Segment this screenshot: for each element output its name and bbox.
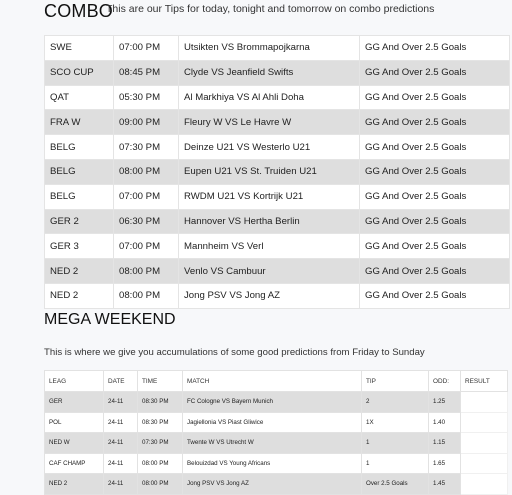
table-row [45,60,510,85]
header-tip: TIP [362,371,429,392]
table-row [45,159,510,184]
tip-cell: GG And Over 2.5 Goals [360,60,510,85]
league-cell: FRA W [45,110,114,135]
odd-cell: 1.25 [429,392,461,413]
table-row [45,474,508,495]
table-row [45,209,510,234]
tip-cell: GG And Over 2.5 Goals [360,259,510,284]
result-cell [461,412,508,433]
table-row [45,36,510,61]
league-cell: POL [45,412,104,433]
league-cell: CAF CHAMP [45,453,104,474]
league-cell: QAT [45,85,114,110]
match-cell: Eupen U21 VS St. Truiden U21 [179,159,360,184]
result-cell [461,433,508,454]
time-cell: 08:30 PM [138,392,183,413]
league-cell: GER 2 [45,209,114,234]
time-cell: 08:00 PM [114,259,179,284]
tip-cell: 1 [362,453,429,474]
time-cell: 05:30 PM [114,85,179,110]
result-cell [461,474,508,495]
tip-cell: GG And Over 2.5 Goals [360,85,510,110]
date-cell: 24-11 [104,433,138,454]
table-row [45,412,508,433]
table-row [45,234,510,259]
tip-cell: GG And Over 2.5 Goals [360,209,510,234]
league-cell: NED 2 [45,474,104,495]
combo-table [44,35,510,309]
odd-cell: 1.45 [429,474,461,495]
date-cell: 24-11 [104,412,138,433]
mega-weekend-table [44,370,508,495]
table-row [45,259,510,284]
match-cell: Twente W VS Utrecht W [183,433,362,454]
match-cell: Jagiellonia VS Piast Gliwice [183,412,362,433]
header-odd: ODD: [429,371,461,392]
tip-cell: GG And Over 2.5 Goals [360,159,510,184]
table-row [45,283,510,308]
table-row [45,184,510,209]
league-cell: GER [45,392,104,413]
result-cell [461,392,508,413]
time-cell: 08:00 PM [114,159,179,184]
time-cell: 09:00 PM [114,110,179,135]
header-date: DATE [104,371,138,392]
match-cell: Venlo VS Cambuur [179,259,360,284]
header-match: MATCH [183,371,362,392]
league-cell: BELG [45,159,114,184]
time-cell: 07:00 PM [114,234,179,259]
table-row [45,392,508,413]
match-cell: Clyde VS Jeanfield Swifts [179,60,360,85]
odd-cell: 1.40 [429,412,461,433]
combo-subtitle: This are our Tips for today, tonight and tomorrow on combo predictions [106,3,435,15]
table-header-row [45,371,508,392]
league-cell: BELG [45,184,114,209]
result-cell [461,453,508,474]
odd-cell: 1.15 [429,433,461,454]
date-cell: 24-11 [104,474,138,495]
time-cell: 07:30 PM [114,135,179,160]
header-time: TIME [138,371,183,392]
league-cell: NED W [45,433,104,454]
match-cell: Jong PSV VS Jong AZ [179,283,360,308]
time-cell: 07:00 PM [114,36,179,61]
table-row [45,135,510,160]
match-cell: FC Cologne VS Bayern Munich [183,392,362,413]
tip-cell: GG And Over 2.5 Goals [360,184,510,209]
time-cell: 08:00 PM [138,474,183,495]
table-row [45,453,508,474]
match-cell: Mannheim VS Verl [179,234,360,259]
time-cell: 06:30 PM [114,209,179,234]
mega-weekend-subtitle: This is where we give you accumulations of some good predictions from Friday to Sunday [44,347,425,358]
tip-cell: GG And Over 2.5 Goals [360,283,510,308]
tip-cell: GG And Over 2.5 Goals [360,36,510,61]
date-cell: 24-11 [104,453,138,474]
time-cell: 07:00 PM [114,184,179,209]
tip-cell: GG And Over 2.5 Goals [360,110,510,135]
league-cell: NED 2 [45,283,114,308]
header-result: RESULT [461,371,508,392]
league-cell: BELG [45,135,114,160]
match-cell: Jong PSV VS Jong AZ [183,474,362,495]
time-cell: 08:00 PM [114,283,179,308]
tip-cell: Over 2.5 Goals [362,474,429,495]
tip-cell: 1 [362,433,429,454]
odd-cell: 1.65 [429,453,461,474]
combo-title: COMBO [44,1,114,21]
tip-cell: 2 [362,392,429,413]
league-cell: SWE [45,36,114,61]
mega-weekend-title: MEGA WEEKEND [44,311,176,328]
time-cell: 07:30 PM [138,433,183,454]
table-row [45,110,510,135]
match-cell: Al Markhiya VS Al Ahli Doha [179,85,360,110]
match-cell: Utsikten VS Brommapojkarna [179,36,360,61]
tip-cell: GG And Over 2.5 Goals [360,135,510,160]
league-cell: GER 3 [45,234,114,259]
match-cell: Hannover VS Hertha Berlin [179,209,360,234]
tip-cell: 1X [362,412,429,433]
tip-cell: GG And Over 2.5 Goals [360,234,510,259]
match-cell: Belouizdad VS Young Africans [183,453,362,474]
match-cell: Deinze U21 VS Westerlo U21 [179,135,360,160]
time-cell: 08:30 PM [138,412,183,433]
table-row [45,85,510,110]
match-cell: Fleury W VS Le Havre W [179,110,360,135]
header-league: LEAG [45,371,104,392]
league-cell: SCO CUP [45,60,114,85]
table-row [45,433,508,454]
match-cell: RWDM U21 VS Kortrijk U21 [179,184,360,209]
time-cell: 08:45 PM [114,60,179,85]
time-cell: 08:00 PM [138,453,183,474]
date-cell: 24-11 [104,392,138,413]
league-cell: NED 2 [45,259,114,284]
